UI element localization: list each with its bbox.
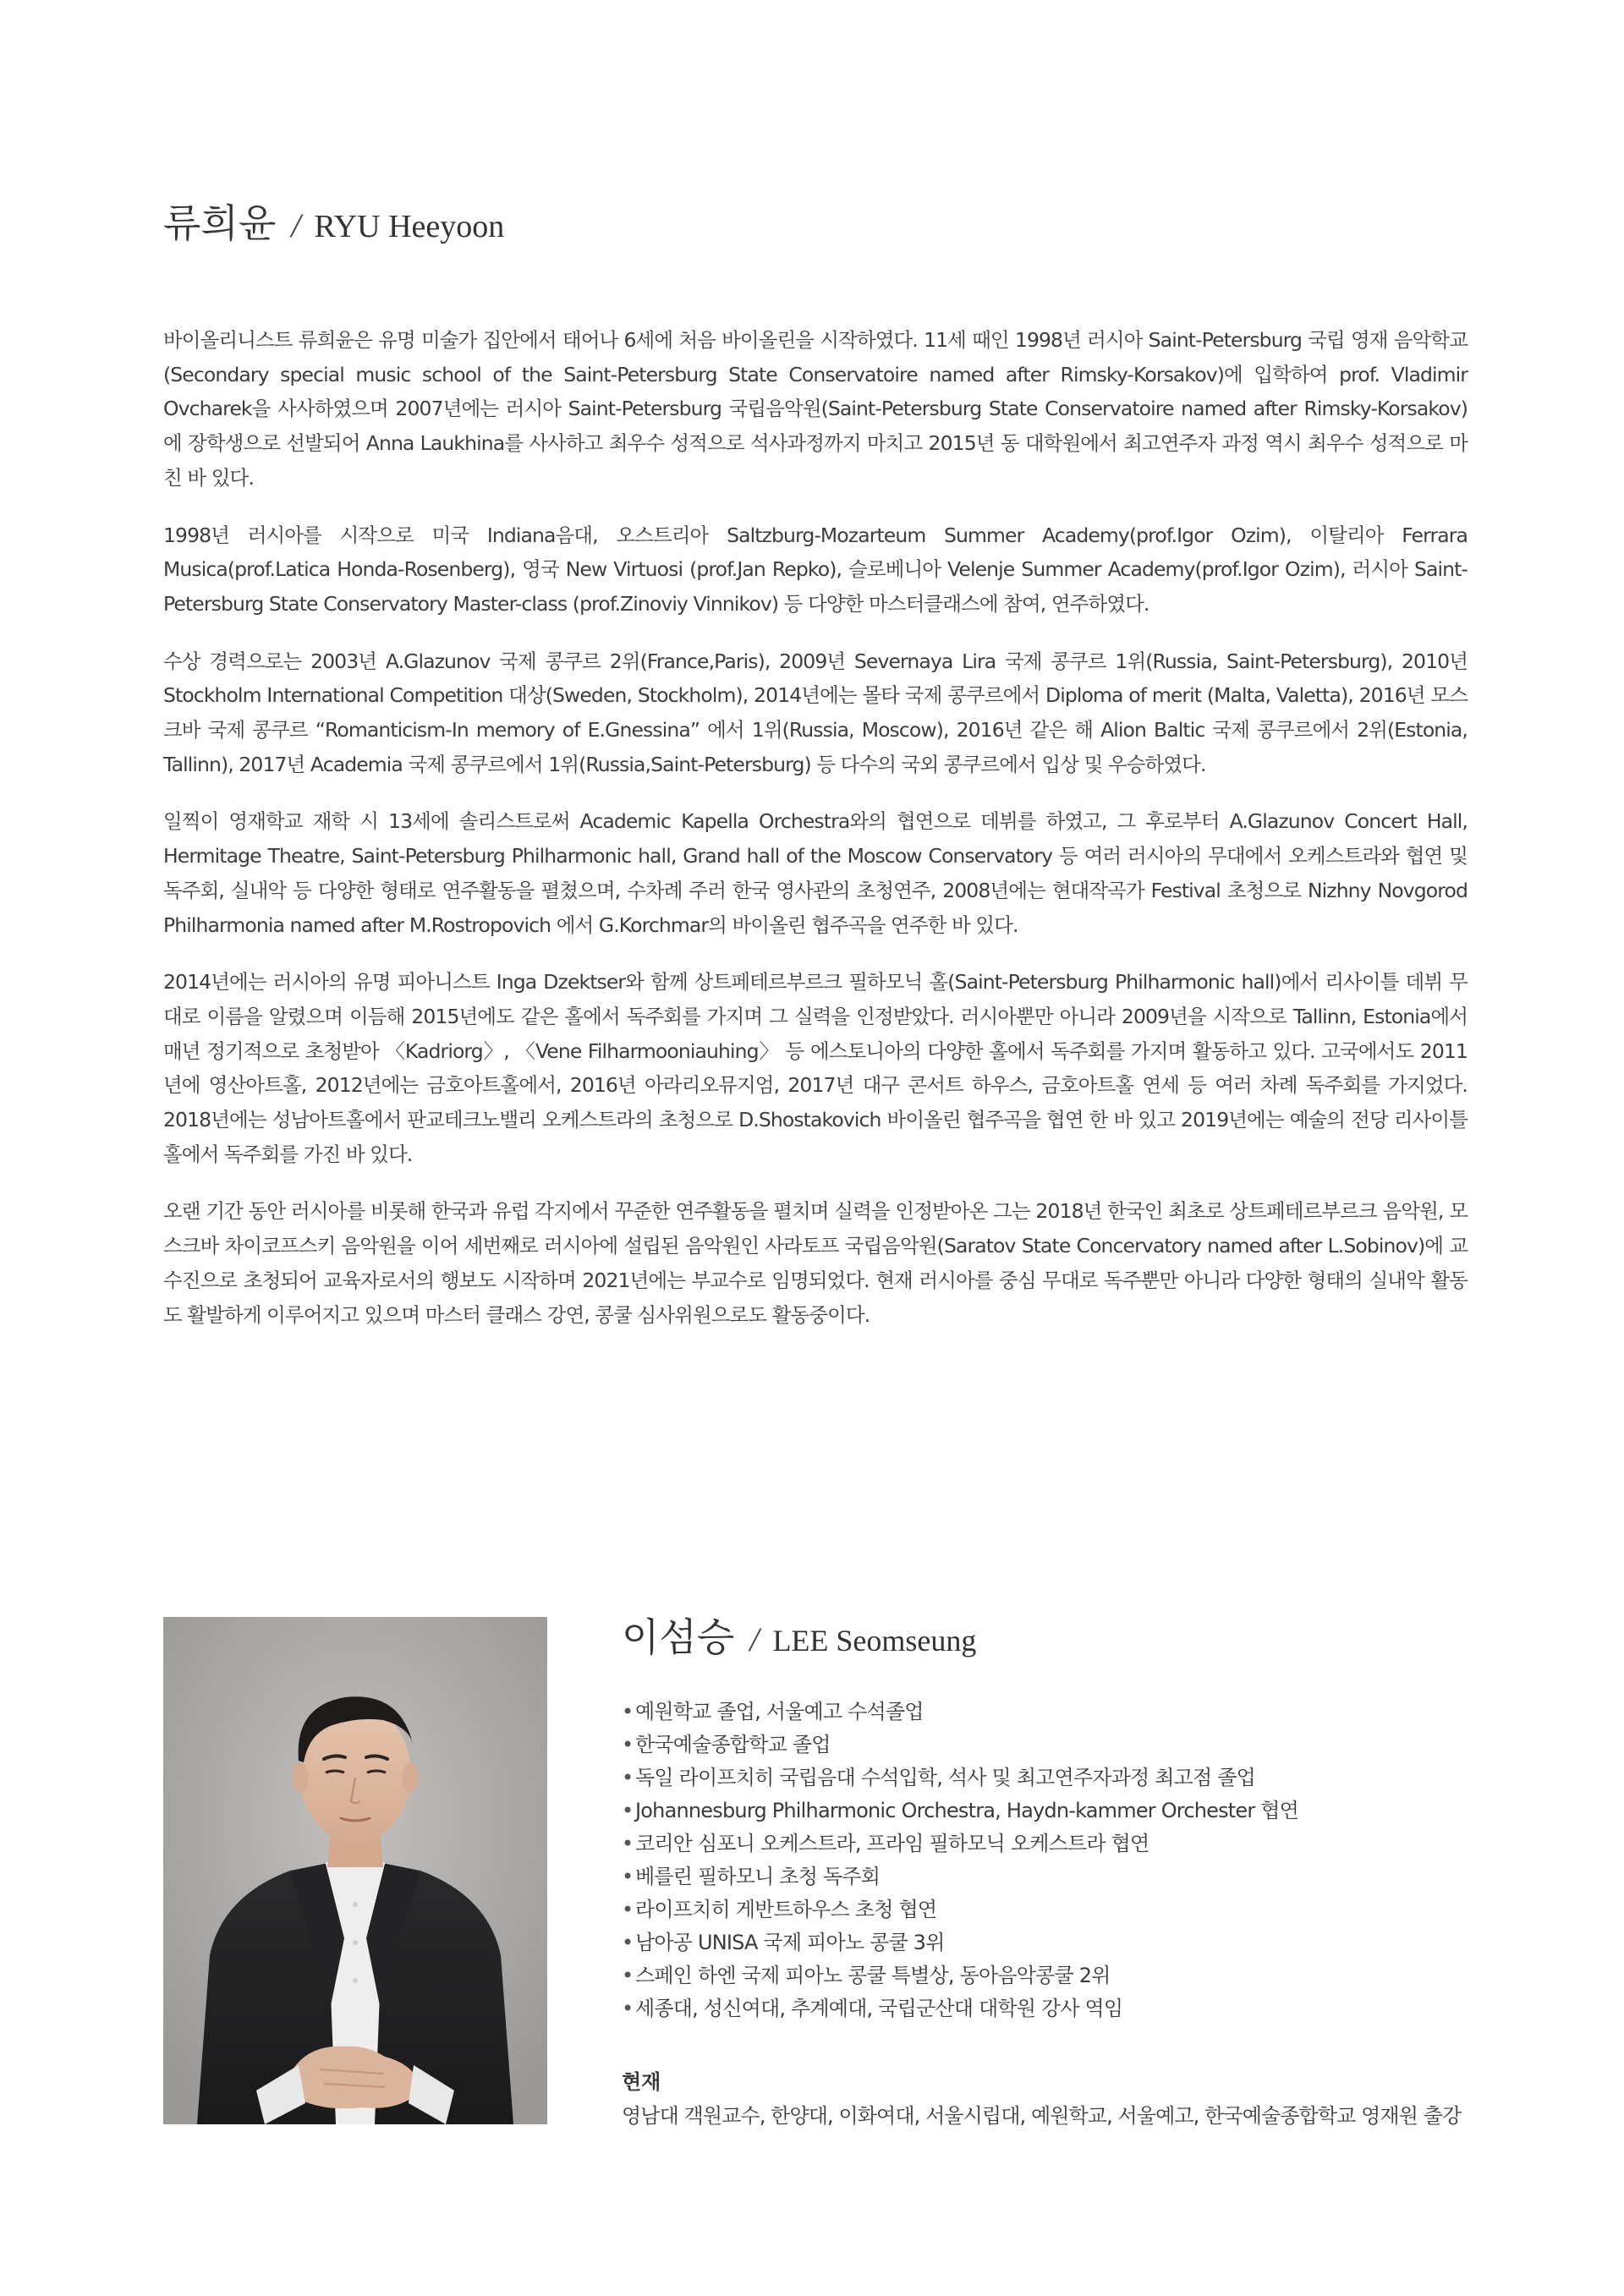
current-position-text: 영남대 객원교수, 한양대, 이화여대, 서울시립대, 예원학교, 서울예고, 한국예술종합학교 영재원 출강	[622, 2104, 1462, 2128]
list-item	[622, 1696, 1298, 1729]
career-item-text: 스페인 하엔 국제 피아노 콩쿨 특별상, 동아음악콩쿨 2위	[635, 1964, 1111, 1987]
career-item-text: 코리안 심포니 오케스트라, 프라임 필하모닉 오케스트라 협연	[635, 1832, 1149, 1855]
bio-paragraph: 1998년 러시아를 시작으로 미국 Indiana음대, 오스트리아 Saltzburg-Mozarteum Summer Academy(prof.Igor Ozim), 이탈리아 Ferrara Musica(prof.Latica Honda-Rosenberg), 영국 New Virtuosi (prof.Jan Repko), 슬로베니아 Velenje Summer Academy(prof.Igor Ozim), 러시아 Saint-Petersburg State Conservatory Master-class (prof.Zinoviy Vinnikov) 등 다양한 마스터클래스에 참여, 연주하였다.	[163, 523, 1468, 616]
career-list	[622, 1696, 1298, 2025]
section-title-lee-seomseung	[622, 1607, 976, 1663]
career-item-text: 한국예술종합학교 졸업	[635, 1733, 831, 1756]
list-item	[622, 1827, 1298, 1860]
bio-paragraph: 일찍이 영재학교 재학 시 13세에 솔리스트로써 Academic Kapella Orchestra와의 협연으로 데뷔를 하였고, 그 후로부터 A.Glazunov Concert Hall, Hermitage Theatre, Saint-Petersburg Philharmonic hall, Grand hall of the Moscow Conservatory 등 여러 러시아의 무대에서 오케스트라와 협연 및 독주회, 실내악 등 다양한 형태로 연주활동을 펼쳤으며, 수차례 주러 한국 영사관의 초청연주, 2008년에는 현대작곡가 Festival 초청으로 Nizhny Novgorod Philharmonia named after M.Rostropovich 에서 G.Korchmar의 바이올린 협주곡을 연주한 바 있다.	[163, 809, 1468, 937]
bullet-icon: •	[622, 1898, 634, 1921]
list-item	[622, 1729, 1298, 1762]
list-item	[622, 1959, 1298, 1992]
bullet-icon: •	[622, 1733, 634, 1756]
list-item	[622, 1893, 1298, 1926]
bio-paragraph: 2014년에는 러시아의 유명 피아니스트 Inga Dzektser와 함께 상트페테르부르크 필하모닉 홀(Saint-Petersburg Philharmonic hall)에서 리사이틀 데뷔 무대로 이름을 알렸으며 이듬해 2015년에도 같은 홀에서 독주회를 가지며 그 실력을 인정받았다. 러시아뿐만 아니라 2009년을 시작으로 Tallinn, Estonia에서 매년 정기적으로 초청받아 〈Kadriorg〉, 〈Vene Filharmooniauhing〉 등 에스토니아의 다양한 홀에서 독주회를 가지며 활동하고 있다. 고국에서도 2011년에 영산아트홀, 2012년에는 금호아트홀에서, 2016년 아라리오뮤지엄, 2017년 대구 콘서트 하우스, 금호아트홀 연세 등 여러 차례 독주회를 가지었다. 2018년에는 성남아트홀에서 판교테크노밸리 오케스트라의 초청으로 D.Shostakovich 바이올린 협주곡을 협연 한 바 있고 2019년에는 예술의 전당 리사이틀홀에서 독주회를 가진 바 있다.	[163, 970, 1468, 1166]
bullet-icon: •	[622, 1832, 634, 1855]
list-item	[622, 1860, 1298, 1893]
bullet-icon: •	[622, 1997, 634, 2020]
career-item-text: 세종대, 성신여대, 추계예대, 국립군산대 대학원 강사 역임	[635, 1997, 1123, 2020]
title-divider: /	[749, 1620, 760, 1658]
name-korean: 류희윤	[163, 200, 277, 246]
career-item-text: 베를린 필하모니 초청 독주회	[635, 1865, 881, 1888]
career-item-text: 독일 라이프치히 국립음대 수석입학, 석사 및 최고연주자과정 최고점 졸업	[635, 1766, 1255, 1789]
biography	[163, 323, 1468, 1355]
section-title-ryu-heeyoon	[163, 193, 504, 249]
bullet-icon: •	[622, 1766, 634, 1789]
current-position-label: 현재	[622, 2070, 661, 2094]
bio-paragraph: 바이올리니스트 류희윤은 유명 미술가 집안에서 태어나 6세에 처음 바이올린을 시작하였다. 11세 때인 1998년 러시아 Saint-Petersburg 국립 영재 음악학교(Secondary special music school of the Saint-Petersburg State Conservatoire named after Rimsky-Korsakov)에 입학하여 prof. Vladimir Ovcharek을 사사하였으며 2007년에는 러시아 Saint-Petersburg 국립음악원(Saint-Petersburg State Conservatoire named after Rimsky-Korsakov)에 장학생으로 선발되어 Anna Laukhina를 사사하고 최우수 성적으로 석사과정까지 마치고 2015년 동 대학원에서 최고연주자 과정 역시 최우수 성적으로 마친 바 있다.	[163, 328, 1468, 490]
bullet-icon: •	[622, 1865, 634, 1888]
portrait-photo	[163, 1617, 547, 2124]
name-korean: 이섬승	[622, 1614, 735, 1660]
bullet-icon: •	[622, 1964, 634, 1987]
career-item-text: 라이프치히 게반트하우스 초청 협연	[635, 1898, 937, 1921]
name-english: RYU Heeyoon	[314, 209, 505, 244]
bio-paragraph: 수상 경력으로는 2003년 A.Glazunov 국제 콩쿠르 2위(France,Paris), 2009년 Severnaya Lira 국제 콩쿠르 1위(Russia, Saint-Petersburg), 2010년 Stockholm International Competition 대상(Sweden, Stockholm), 2014년에는 몰타 국제 콩쿠르에서 Diploma of merit (Malta, Valetta), 2016년 모스크바 국제 콩쿠르 “Romanticism-In memory of E.Gnessina” 에서 1위(Russia, Moscow), 2016년 같은 해 Alion Baltic 국제 콩쿠르에서 2위(Estonia, Tallinn), 2017년 Academia 국제 콩쿠르에서 1위(Russia,Saint-Petersburg) 등 다수의 국외 콩쿠르에서 입상 및 우승하였다.	[163, 649, 1468, 776]
career-item-text: 남아공 UNISA 국제 피아노 콩쿨 3위	[635, 1931, 945, 1954]
bullet-icon: •	[622, 1931, 634, 1954]
bullet-icon: •	[622, 1799, 634, 1822]
portrait-illustration	[163, 1617, 547, 2124]
title-divider: /	[291, 206, 301, 244]
list-item	[622, 1926, 1298, 1959]
list-item	[622, 1795, 1298, 1827]
career-item-text: Johannesburg Philharmonic Orchestra, Haydn-kammer Orchester 협연	[635, 1799, 1299, 1822]
bullet-icon: •	[622, 1700, 634, 1723]
name-english: LEE Seomseung	[772, 1624, 977, 1658]
list-item	[622, 1762, 1298, 1795]
career-item-text: 예원학교 졸업, 서울예고 수석졸업	[635, 1700, 924, 1723]
bio-paragraph: 오랜 기간 동안 러시아를 비롯해 한국과 유럽 각지에서 꾸준한 연주활동을 펼치며 실력을 인정받아온 그는 2018년 한국인 최초로 상트페테르부르크 음악원, 모스크바 차이코프스키 음악원을 이어 세번째로 러시아에 설립된 음악원인 사라토프 국립음악원(Saratov State Concervatory named after L.Sobinov)에 교수진으로 초청되어 교육자로서의 행보도 시작하며 2021년에는 부교수로 임명되었다. 현재 러시아를 중심 무대로 독주뿐만 아니라 다양한 형태의 실내악 활동도 활발하게 이루어지고 있으며 마스터 클래스 강연, 콩쿨 심사위원으로도 활동중이다.	[163, 1199, 1468, 1327]
list-item	[622, 1992, 1298, 2025]
